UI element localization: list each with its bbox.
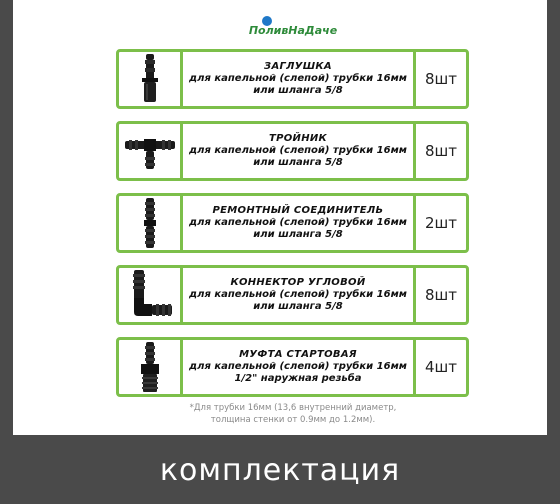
item-line1: для капельной (слепой) трубки 16мм — [189, 289, 407, 300]
item-description — [183, 268, 416, 322]
brand-logo — [237, 14, 349, 38]
item-description — [183, 340, 416, 394]
item-line1: для капельной (слепой) трубки 16мм — [189, 361, 407, 372]
item-quantity: 8шт — [424, 286, 457, 304]
start-coupling-icon — [137, 340, 163, 394]
item-line2: 1/2" наружная резьба — [234, 373, 362, 384]
item-row-tee — [116, 121, 469, 181]
footnote-line2: толщина стенки от 0.9мм до 1.2мм). — [210, 415, 376, 425]
footer-title: комплектация — [159, 452, 401, 488]
logo-text: ПоливНаДаче — [248, 24, 338, 37]
item-row-start-coupling — [116, 337, 469, 397]
item-title: КОННЕКТОР УГЛОВОЙ — [230, 277, 366, 288]
item-row-repair-coupling — [116, 193, 469, 253]
plug-icon — [138, 52, 162, 106]
item-description — [183, 196, 416, 250]
item-quantity: 8шт — [424, 70, 457, 88]
item-image — [119, 268, 183, 322]
item-image — [119, 124, 183, 178]
elbow-connector-icon — [126, 268, 174, 322]
item-image — [119, 52, 183, 106]
item-title: МУФТА СТАРТОВАЯ — [239, 349, 357, 360]
item-quantity: 8шт — [424, 142, 457, 160]
item-quantity: 4шт — [424, 358, 457, 376]
item-image — [119, 340, 183, 394]
repair-coupling-icon — [140, 196, 160, 250]
item-row-elbow-connector — [116, 265, 469, 325]
item-line2: или шланга 5/8 — [253, 85, 343, 96]
product-card — [13, 0, 547, 435]
item-line2: или шланга 5/8 — [253, 301, 343, 312]
item-description — [183, 52, 416, 106]
item-line1: для капельной (слепой) трубки 16мм — [189, 217, 407, 228]
footnote — [163, 402, 423, 426]
item-line2: или шланга 5/8 — [253, 229, 343, 240]
item-line2: или шланга 5/8 — [253, 157, 343, 168]
tee-icon — [123, 131, 177, 171]
item-title: ТРОЙНИК — [268, 133, 328, 144]
item-title: РЕМОНТНЫЙ СОЕДИНИТЕЛЬ — [212, 205, 384, 216]
footnote-line1: *Для трубки 16мм (13,6 внутренний диаметр, — [189, 403, 397, 413]
item-description — [183, 124, 416, 178]
item-image — [119, 196, 183, 250]
item-line1: для капельной (слепой) трубки 16мм — [189, 73, 407, 84]
item-line1: для капельной (слепой) трубки 16мм — [189, 145, 407, 156]
item-title: ЗАГЛУШКА — [264, 61, 332, 72]
item-quantity: 2шт — [424, 214, 457, 232]
item-row-plug — [116, 49, 469, 109]
